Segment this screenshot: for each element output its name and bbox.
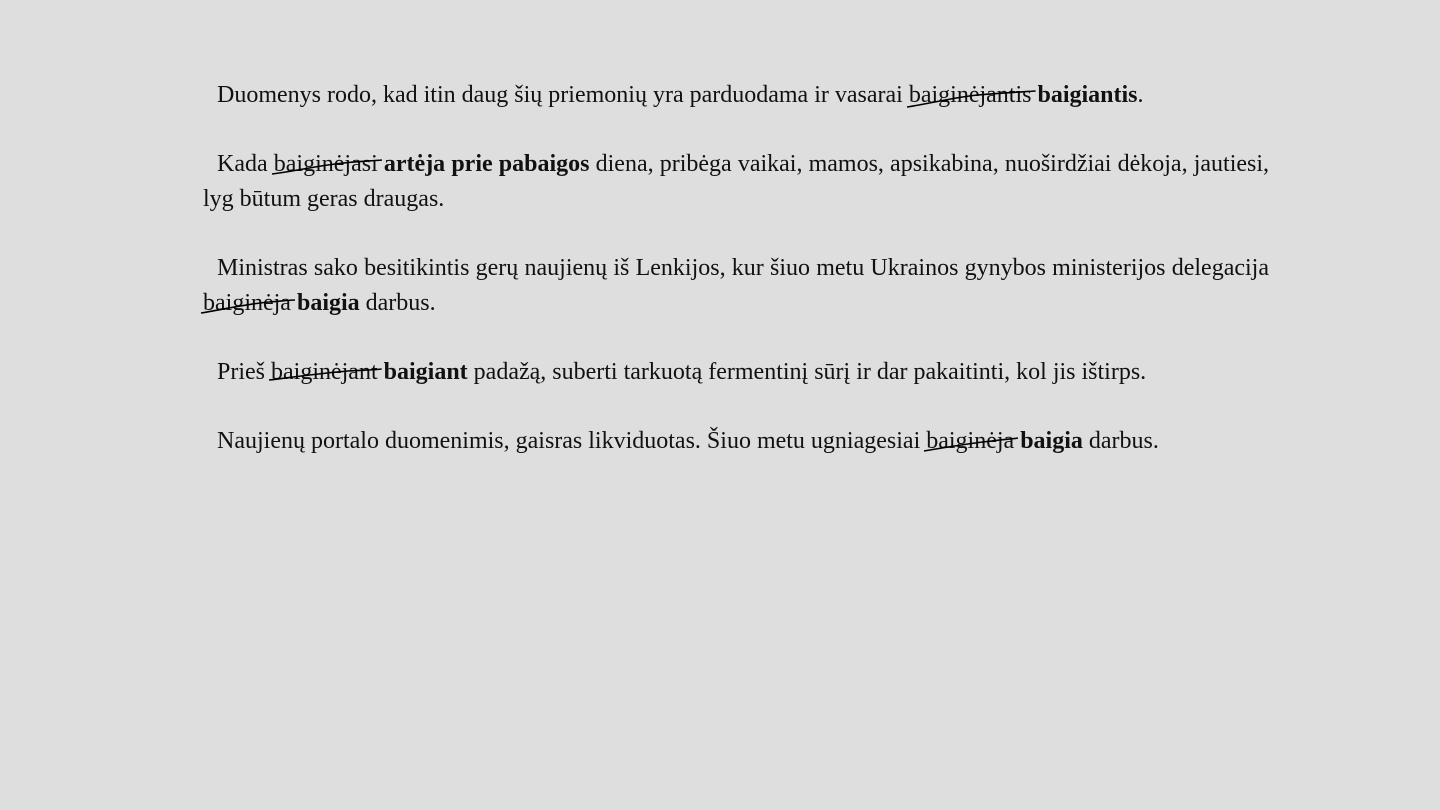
paragraph-text-before: Duomenys rodo, kad itin daug šių priemonių yra parduodama ir vasarai <box>217 82 909 108</box>
struck-word-text: baiginėjantis <box>908 82 1032 108</box>
struck-word-text: baiginėja <box>203 290 291 316</box>
correction-word: artėja prie pabaigos <box>383 151 590 177</box>
correction-word: baigiant <box>383 359 468 385</box>
correction-word: baigia <box>296 290 360 316</box>
paragraph-5 <box>203 424 1269 459</box>
paragraph-text-after: diena, pribėga vaikai, mamos, apsikabina, nuoširdžiai dėkoja, jautiesi, lyg būtum geras draugas. <box>203 151 1270 212</box>
paragraph-text-after: darbus. <box>359 290 436 316</box>
document-page <box>203 78 1269 493</box>
struck-word <box>271 355 378 390</box>
struck-word-text: baiginėjant <box>271 359 378 385</box>
struck-word <box>909 78 1032 113</box>
paragraph-text-before: Kada <box>217 151 274 177</box>
struck-word <box>926 424 1014 459</box>
paragraph-4 <box>203 355 1269 390</box>
paragraph-text-before: Naujienų portalo duomenimis, gaisras likviduotas. Šiuo metu ugniagesiai <box>217 428 927 454</box>
struck-word <box>274 147 378 182</box>
paragraph-1 <box>203 78 1269 113</box>
struck-word-text: baiginėja <box>926 428 1015 454</box>
paragraph-3 <box>203 251 1269 321</box>
paragraph-text-after: padažą, suberti tarkuotą fermentinį sūrį ir dar pakaitinti, kol jis ištirps. <box>467 359 1147 385</box>
paragraph-text-before: Prieš <box>217 359 271 385</box>
paragraph-text-before: Ministras sako besitikintis gerų naujienų iš Lenkijos, kur šiuo metu Ukrainos gynybos ministerijos delegacija <box>217 255 1269 281</box>
paragraph-2 <box>203 147 1269 217</box>
struck-word <box>203 286 291 321</box>
correction-word: baigia <box>1020 428 1083 454</box>
struck-word-text: baiginėjasi <box>273 151 378 177</box>
paragraph-text-after: . <box>1137 82 1144 108</box>
paragraph-text-after: darbus. <box>1082 428 1159 454</box>
correction-word: baigiantis <box>1037 82 1138 108</box>
